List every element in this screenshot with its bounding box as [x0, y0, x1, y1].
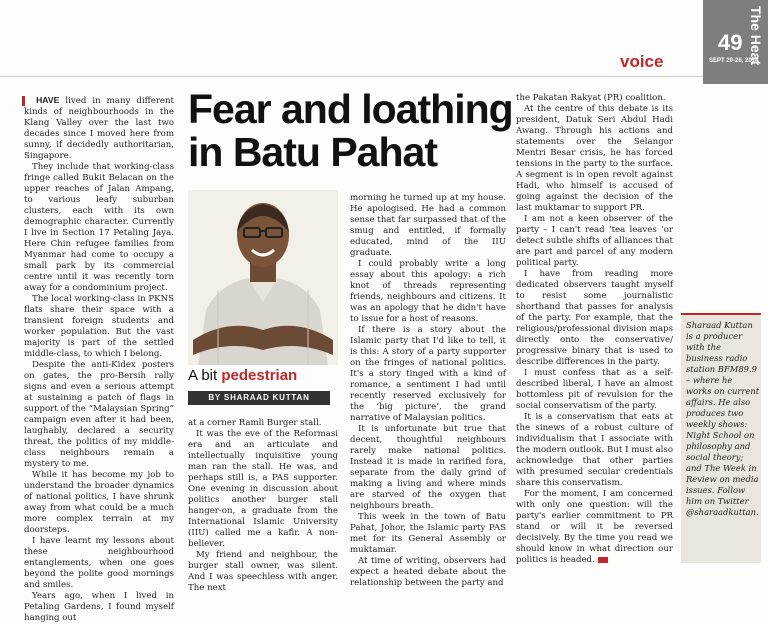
- paragraph: While it has become my job to understand the broader dynamics of national politics, I have shrunk away from what could be a much more complex terrain at my doorsteps.: [24, 470, 174, 535]
- column-name-prefix: A bit: [188, 367, 222, 384]
- tab-section: [744, 6, 766, 78]
- paragraph: at a corner Ramli Burger stall.: [188, 418, 322, 428]
- paragraph: It is a conservatism that eats at the sinews of a robust culture of individualism that I associate with the modern outlook. But I must also acknowledge that other parties with presumed secular credentials share this conservatism.: [516, 412, 673, 488]
- end-mark-icon: [598, 557, 608, 563]
- paragraph: [516, 489, 673, 566]
- paragraph: I have from reading more dedicated observers taught myself to resist some journalistic shorthand that passes for analysis of the party. For example, that the religious/professional division maps directly onto the conservative/ progressive binary that is used to describe differences in the party.: [516, 269, 673, 367]
- headline: [188, 88, 518, 174]
- paragraph: I am not a keen observer of the party – I can't read ‘tea leaves ’or detect subtle shifts of alliances that are part and parcel of any modern political party.: [516, 214, 673, 268]
- paragraph: It is unfortunate but true that decent, thoughtful neighbours rarely make national politics. Instead it is made in rarified fora, separate from the daily grind of making a living and where minds are starved of the oxygen that neighbours breath.: [350, 424, 506, 511]
- paragraph-text: lived in many different kinds of neighbourhoods in the Klang Valley over the last two decades since I moved here from sunny, if decidedly authoritarian, Singapore.: [24, 96, 174, 161]
- paragraph: morning he turned up at my house. He apologised. He had a common sense that far surpassed that of the smug and entitled, if formally educated, mind of the IIU graduate.: [350, 193, 506, 258]
- headline-line-1: Fear and loathing: [188, 86, 513, 132]
- paragraph: The local working-class in PKNS flats share their space with a transient foreign students and worker population. But the vast majority is part of the settled middle-class, to which I belong.: [24, 294, 174, 359]
- byline: BY SHARAAD KUTTAN: [188, 391, 330, 405]
- paragraph: I must confess that as a self-described liberal, I have an almost bottomless pit of revulsion for the social conservatism of the party.: [516, 368, 673, 411]
- paragraph: Years ago, when I lived in Petaling Gardens, I found myself hanging out: [24, 591, 174, 623]
- headline-line-2: in Batu Pahat: [188, 129, 437, 175]
- issue-date: SEPT 20-26, 2014: [709, 58, 759, 64]
- columnist-photo: [188, 190, 338, 365]
- paragraph: They include that working-class fringe called Bukit Belacan on the upper reaches of Jalan Ampang, to various leafy suburban clusters, each with its own demographic character. Currently I live in Section 17 Petaling Jaya. Here Chin refugee families from Myanmar had come to occupy a small park by its commercial centre until it was recently torn away for a condominium project.: [24, 162, 174, 293]
- paragraph: If there is a story about the Islamic party that I'd like to tell, it is this: A story of a party supporter on the fringes of national politics. It's a story tinged with a kind of romance, a sentiment I had until recently reserved exclusively for the ‘big picture’, the grand narrative of Malaysian politics.: [350, 325, 506, 423]
- bio-rule: [681, 313, 761, 315]
- paragraph: I could probably write a long essay about this apology: a rich knot of threads representing friends, neighbours and citizens. It was an apology that he didn't have to issue for a host of reasons.: [350, 259, 506, 324]
- column-2: [188, 418, 338, 594]
- paragraph-text: For the moment, I am concerned with only one question: will the party's earlier commitment to PR stand or will it be reversed decisively. By the time you read we should know in what direction our politics is headed.: [516, 489, 673, 565]
- section-label: voice: [620, 52, 664, 71]
- paragraph: My friend and neighbour, the burger stall owner, was silent. And I was speechless with anger. The next: [188, 550, 338, 593]
- column-3: [350, 193, 506, 589]
- paragraph: At time of writing, observers had expect a heated debate about the relationship between the party and: [350, 556, 506, 588]
- paragraph: This week in the town of Batu Pahat, Johor, the Islamic party PAS met for its General Assembly or muktamar.: [350, 512, 506, 555]
- lead-word: HAVE: [36, 95, 60, 105]
- header-rule: [0, 76, 768, 77]
- author-bio: Sharaad Kuttan is a producer with the business radio station BFM89.9 – where he works on current affairs. He also produces two weekly shows: Night School on philosophy and social theory; and The Week in Review on media issues. Follow him on Twitter @sharaadkuttan.: [686, 320, 760, 517]
- tab-section-label: The Heat: [748, 6, 764, 66]
- column-4: [516, 93, 673, 566]
- column-1: [24, 95, 174, 624]
- column-name-accent: pedestrian: [221, 367, 298, 384]
- paragraph: At the centre of this debate is its president, Datuk Seri Abdul Hadi Awang. Through his actions and statements over the Selangor Mentri Besar crisis, he has forced tensions in the party to the surface. A segment is in open revolt against Hadi, who himself is accused of going against the decision of the last muktamar to support PR.: [516, 104, 673, 213]
- column-name: [188, 367, 297, 384]
- page-number: 49: [718, 30, 743, 55]
- paragraph: It was the eve of the Reformasi era and an articulate and intellectually inquisitive young man ran the stall. He was, and perhaps still is, a PAS supporter. One evening in discussion about politics another burger stall hanger-on, a graduate from the International Islamic University (IIU) called me a kafir. A non-believer.: [188, 429, 338, 549]
- paragraph: I have learnt my lessons about these neighbourhood entanglements, when one goes beyond the polite good mornings and smiles.: [24, 536, 174, 590]
- columnist-portrait: [188, 190, 338, 365]
- paragraph: [24, 95, 174, 162]
- paragraph: the Pakatan Rakyat (PR) coalition.: [516, 93, 666, 103]
- paragraph: Despite the anti-Kidex posters on gates, the pro-Bersih rally signs and even a serious attempt at sustaining a patch of flags in support of the “Malaysian Spring” campaign even after it had been, laughably, declared a security threat, the politics of my middle-class neighbours remain a mystery to me.: [24, 360, 174, 469]
